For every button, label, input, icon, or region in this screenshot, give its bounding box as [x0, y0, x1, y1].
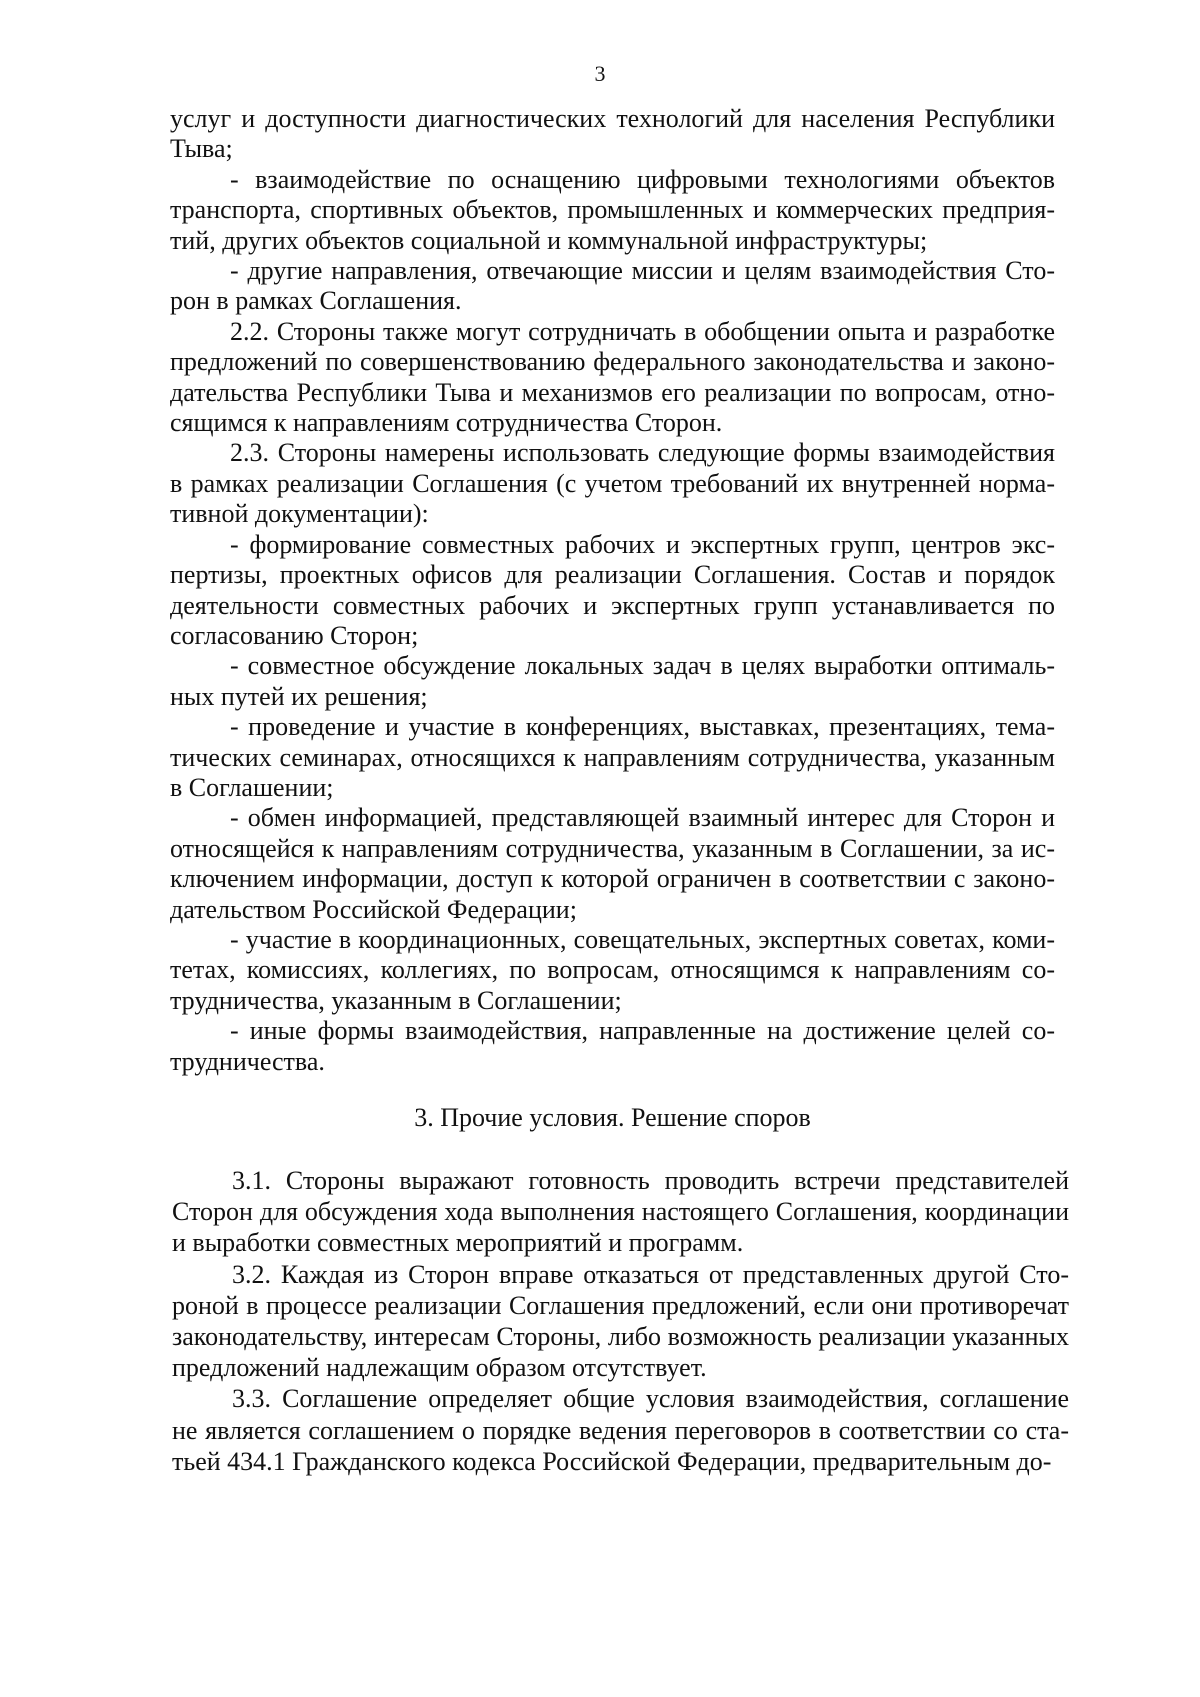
paragraph-continuation: услуг и доступности диагностических технологий для населения Республики Тыва;	[170, 104, 1055, 164]
clause-2-3: 2.3. Стороны намерены использовать следующие формы взаимодействия в рамках реализации Соглашения (с учетом требований их внутренней нормативной документации):	[170, 438, 1055, 529]
list-item-other-directions: - другие направления, отвечающие миссии и целям взаимодействия Сторон в рамках Соглашения.	[170, 256, 1055, 316]
list-item-other-forms: - иные формы взаимодействия, направленные на достижение целей сотрудничества.	[170, 1016, 1055, 1076]
list-item-working-groups: - формирование совместных рабочих и экспертных групп, центров экспертизы, проектных офисов для реализации Соглашения. Состав и порядок деятельности совместных рабочих и экспертных групп устанавливается по согласованию Сторон;	[170, 529, 1055, 650]
clause-3-1: 3.1. Стороны выражают готовность проводить встречи представителей Сторон для обсуждения хода выполнения настоящего Соглашения, координации и выработки совместных мероприятий и программ.	[172, 1166, 1069, 1258]
section-heading: 3. Прочие условия. Решение споров	[414, 1103, 811, 1132]
list-item-conferences: - проведение и участие в конференциях, выставках, презентациях, тематических семинарах, относящихся к направлениям сотрудничества, указанным в Соглашении;	[170, 712, 1055, 802]
clause-2-2: 2.2. Стороны также могут сотрудничать в обобщении опыта и разработке предложений по совершенствованию федерального законодательства и законодательства Республики Тыва и механизмов его реализации по вопросам, относящимся к направлениям сотрудничества Сторон.	[170, 316, 1055, 438]
clause-3-2: 3.2. Каждая из Сторон вправе отказаться от представленных другой Стороной в процессе реализации Соглашения предложений, если они противоречат законодательству, интересам Стороны, либо возможность реализации указанных предложений надлежащим образом отсутствует.	[172, 1259, 1069, 1383]
list-item-digital-equipment: - взаимодействие по оснащению цифровыми технологиями объектов транспорта, спортивных объектов, промышленных и коммерческих предприятий, других объектов социальной и коммунальной инфраструктуры;	[170, 164, 1055, 255]
list-item-information-exchange: - обмен информацией, представляющей взаимный интерес для Сторон и относящейся к направлениям сотрудничества, указанным в Соглашении, за исключением информации, доступ к которой ограничен в соответствии с законодательством Российской Федерации;	[170, 803, 1055, 924]
list-item-joint-discussion: - совместное обсуждение локальных задач в целях выработки оптимальных путей их решения;	[170, 651, 1055, 711]
clause-3-3: 3.3. Соглашение определяет общие условия взаимодействия, соглашение не является соглашением о порядке ведения переговоров в соответствии со статьей 434.1 Гражданского кодекса Российской Федерации, предварительным до-	[172, 1384, 1069, 1476]
agreement-text-section-2	[170, 104, 1055, 1077]
page-number: 3	[594, 61, 606, 86]
agreement-text-section-3	[172, 1165, 1069, 1477]
list-item-councils: - участие в координационных, совещательных, экспертных советах, комитетах, комиссиях, коллегиях, по вопросам, относящимся к направлениям сотрудничества, указанным в Соглашении;	[170, 924, 1055, 1015]
